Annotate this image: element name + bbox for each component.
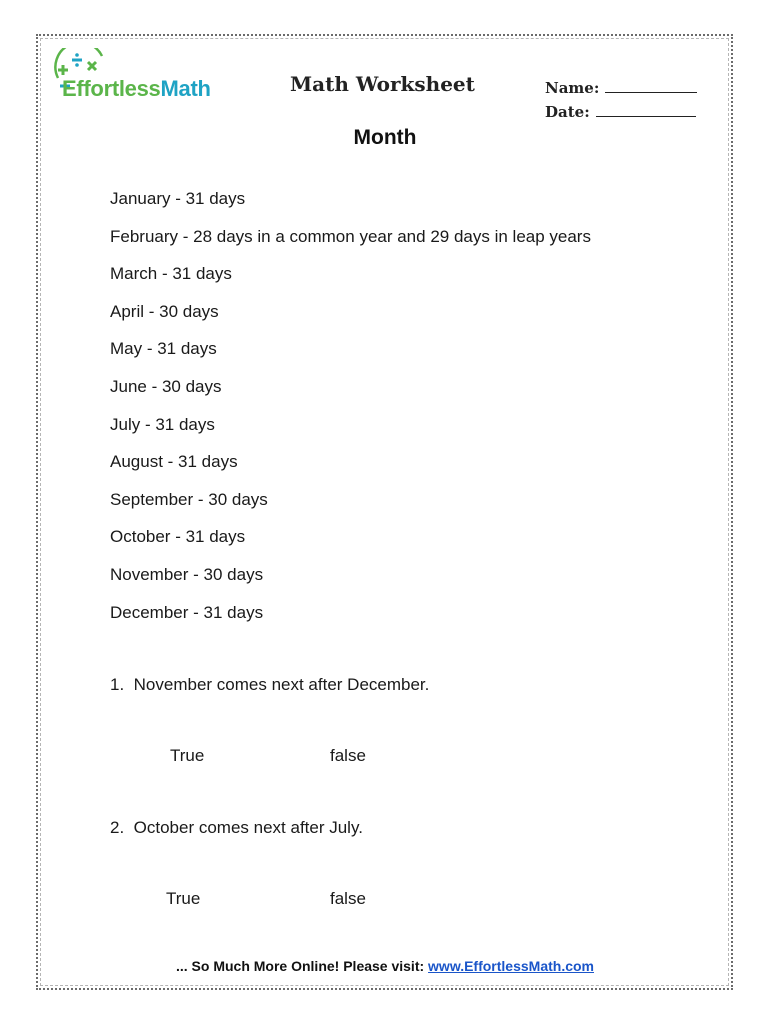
list-item: September - 30 days [110,489,268,509]
q1-option-true[interactable]: True [170,746,205,765]
question-number: 2. [110,818,125,837]
page-heading: Month [353,126,417,149]
list-item: April - 30 days [110,301,219,321]
logo-word-effortless: Effortless [62,76,161,101]
list-item: January - 31 days [110,189,246,208]
list-item: October - 31 days [110,527,246,547]
name-field [545,78,697,97]
logo-wordmark [62,76,211,102]
logo-word-math: Math [160,76,211,101]
list-item: March - 31 days [110,264,232,284]
footer-link[interactable]: www.EffortlessMath.com [428,958,594,974]
question-text: October comes next after July. [133,818,363,837]
list-item: July - 31 days [110,414,215,434]
date-blank[interactable] [596,102,696,117]
list-item: November - 30 days [110,564,264,584]
question-2 [110,818,363,838]
list-item: August - 31 days [110,452,238,472]
footer-text: ... So Much More Online! Please visit: [175,958,425,974]
date-label: Date: [545,103,590,121]
question-text: November comes next after December. [133,675,430,694]
list-item: December - 31 days [110,602,264,622]
q2-option-true[interactable]: True [166,889,201,908]
months-list [110,186,591,637]
name-blank[interactable] [605,78,697,93]
q2-option-false[interactable]: false [330,889,366,908]
worksheet-title: Math Worksheet [290,72,475,96]
list-item: May - 31 days [110,339,217,359]
list-item: February - 28 days in a common year and 29 days in leap years [110,226,591,246]
list-item: June - 30 days [110,376,222,396]
q1-option-false[interactable]: false [330,746,366,765]
question-1 [110,675,429,695]
date-field [545,102,696,121]
effortlessmath-logo [50,48,250,104]
name-label: Name: [545,79,600,97]
footer [0,958,770,974]
question-number: 1. [110,675,125,694]
